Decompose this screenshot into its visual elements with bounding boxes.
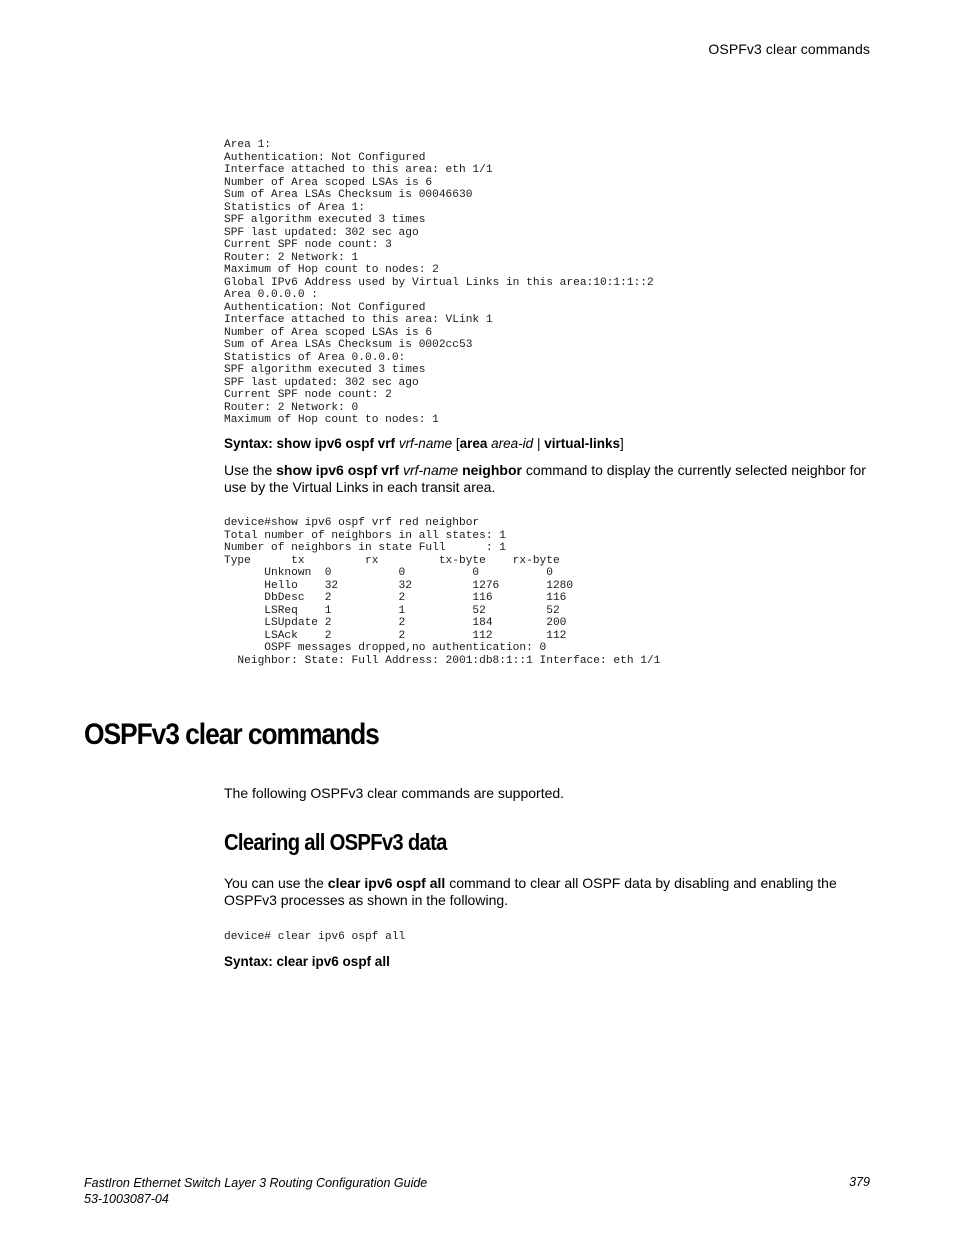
syntax-show-ipv6-ospf-vrf bbox=[224, 436, 624, 451]
syntax-close-bracket: ] bbox=[620, 436, 624, 451]
running-header: OSPFv3 clear commands bbox=[708, 41, 870, 57]
syntax-pipe: | bbox=[536, 436, 541, 451]
code-block-neighbor-output: device#show ipv6 ospf vrf red neighbor Total number of neighbors in all states: 1 Number of neighbors in state Full : 1 Type tx rx tx-byte rx-byte Unknown 0 0 0 0 Hello 32 32 1276 1280 DbDesc 2 2 116 116 LSReq 1 1 52 52 LSUpdate 2 2 184 200 LSAck 2 2 112 112 OSPF messages dropped,no authentication: 0 Neighbor: State: Full Address: 2001:db8:1::1 Interface: eth 1/1 bbox=[224, 517, 661, 667]
para-arg: vrf-name bbox=[402, 462, 459, 478]
para-text: Use the bbox=[224, 462, 273, 478]
section-intro: The following OSPFv3 clear commands are supported. bbox=[224, 785, 565, 801]
syntax-kw-virtual: virtual-links bbox=[544, 436, 621, 451]
footer-left bbox=[84, 1175, 427, 1207]
footer-title: FastIron Ethernet Switch Layer 3 Routing Configuration Guide bbox=[84, 1176, 428, 1190]
syntax-label: Syntax: show ipv6 ospf vrf bbox=[224, 436, 396, 451]
clear-all-paragraph bbox=[224, 875, 874, 909]
para-text: command to display the currently selected neighbor for use by the Virtual Links in each transit area. bbox=[224, 462, 866, 495]
para-cmd: show ipv6 ospf vrf bbox=[276, 462, 400, 478]
syntax-arg-vrf: vrf-name bbox=[398, 436, 453, 451]
code-block-clear-all: device# clear ipv6 ospf all bbox=[224, 931, 406, 943]
section-heading: OSPFv3 clear commands bbox=[84, 718, 379, 751]
syntax-open-bracket: [ bbox=[455, 436, 460, 451]
para-kw: neighbor bbox=[462, 462, 522, 478]
footer-doc-number: 53-1003087-04 bbox=[84, 1192, 169, 1206]
code-block-area-output: Area 1: Authentication: Not Configured Interface attached to this area: eth 1/1 Number of Area scoped LSAs is 6 Sum of Area LSAs Checksum is 00046630 Statistics of Area 1: SPF algorithm executed 3 times SPF last updated: 302 sec ago Current SPF node count: 3 Router: 2 Network: 1 Maximum of Hop count to nodes: 2 Global IPv6 Address used by Virtual Links in this area:10:1:1::2 Area 0.0.0.0 : Authentication: Not Configured Interface attached to this area: VLink 1 Number of Area scoped LSAs is 6 Sum of Area LSAs Checksum is 0002cc53 Statistics of Area 0.0.0.0: SPF algorithm executed 3 times SPF last updated: 302 sec ago Current SPF node count: 2 Router: 2 Network: 0 Maximum of Hop count to nodes: 1 bbox=[224, 139, 654, 426]
para-cmd: clear ipv6 ospf all bbox=[327, 875, 446, 891]
para-text: command to clear all OSPF data by disabling and enabling the OSPFv3 processes as shown in the following. bbox=[224, 875, 837, 908]
subsection-heading: Clearing all OSPFv3 data bbox=[224, 829, 447, 855]
syntax-arg-area: area-id bbox=[491, 436, 534, 451]
neighbor-command-paragraph bbox=[224, 462, 874, 496]
syntax-kw-area: area bbox=[459, 436, 488, 451]
para-text: You can use the bbox=[224, 875, 324, 891]
page-number: 379 bbox=[849, 1175, 870, 1189]
syntax-clear-ipv6-ospf-all: Syntax: clear ipv6 ospf all bbox=[224, 954, 390, 969]
